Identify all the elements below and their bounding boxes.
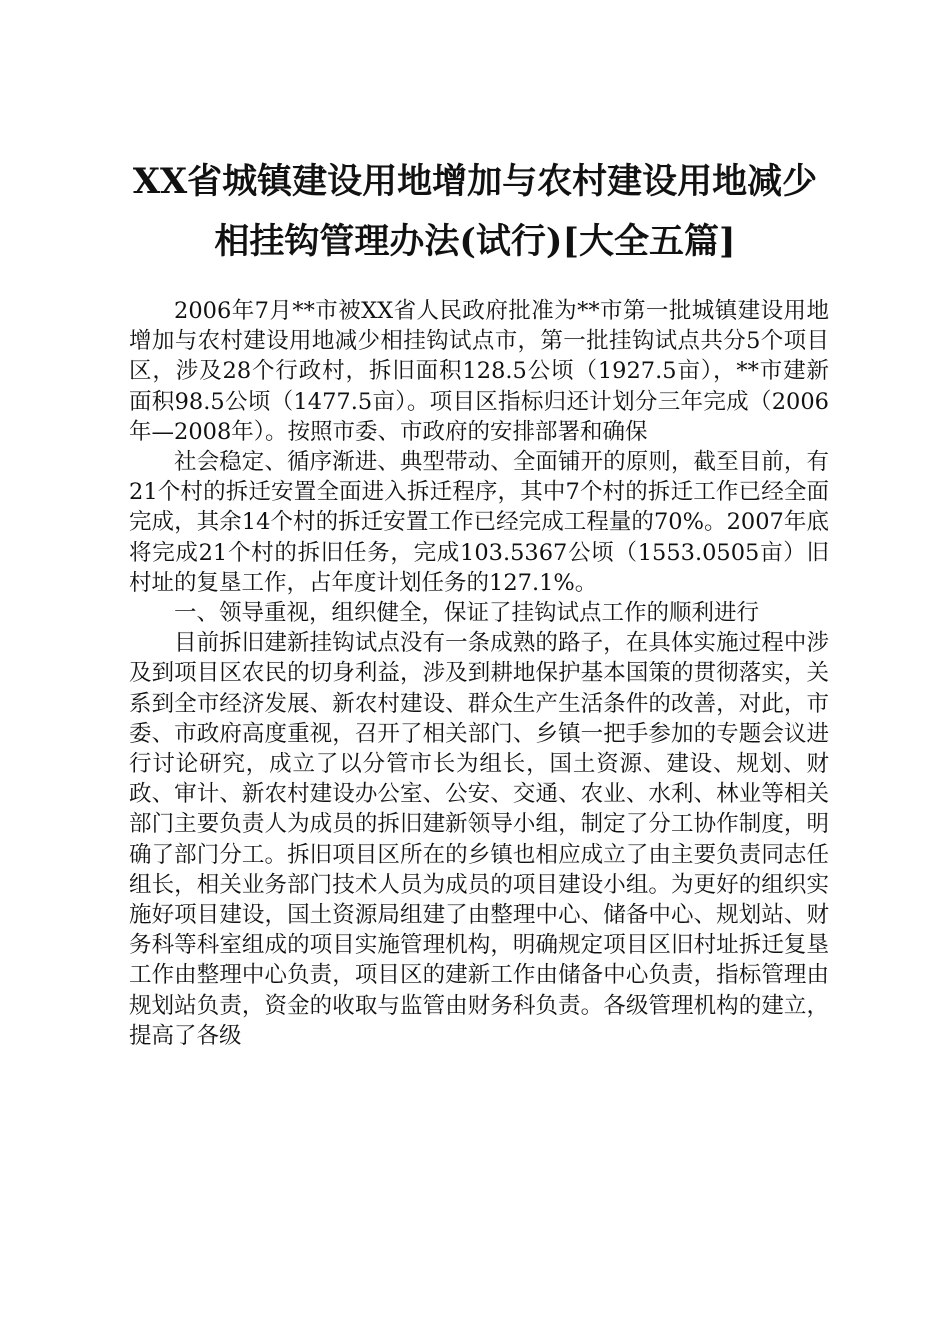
document-title-line-1: XX省城镇建设用地增加与农村建设用地减少	[132, 161, 818, 202]
paragraph-1: 2006年7月**市被XX省人民政府批准为**市第一批城镇建设用地增加与农村建设用地减少相挂钩试点市，第一批挂钩试点共分5个项目区，涉及28个行政村，拆旧面积128.5公顷（1927.5亩），**市建新面积98.5公顷（1477.5亩）。项目区指标归还计划分三年完成（2006年—2008年）。按照市委、市政府的安排部署和确保	[129, 298, 829, 445]
paragraph-3: 目前拆旧建新挂钩试点没有一条成熟的路子，在具体实施过程中涉及到项目区农民的切身利益，涉及到耕地保护基本国策的贯彻落实，关系到全市经济发展、新农村建设、群众生产生活条件的改善，对此，市委、市政府高度重视，召开了相关部门、乡镇一把手参加的专题会议进行讨论研究，成立了以分管市长为组长，国土资源、建设、规划、财政、审计、新农村建设办公室、公安、交通、农业、水利、林业等相关部门主要负责人为成员的拆旧建新领导小组，制定了分工协作制度，明确了部门分工。拆旧项目区所在的乡镇也相应成立了由主要负责同志任组长，相关业务部门技术人员为成员的项目建设小组。为更好的组织实施好项目建设，国土资源局组建了由整理中心、储备中心、规划站、财务科等科室组成的项目实施管理机构，明确规定项目区旧村址拆迁复垦工作由整理中心负责，项目区的建新工作由储备中心负责，指标管理由规划站负责，资金的收取与监管由财务科负责。各级管理机构的建立，提高了各级	[129, 630, 829, 1049]
section-heading-1: 一、领导重视，组织健全，保证了挂钩试点工作的顺利进行	[174, 600, 760, 627]
paragraph-2: 社会稳定、循序渐进、典型带动、全面铺开的原则，截至目前，有21个村的拆迁安置全面进入拆迁程序，其中7个村的拆迁工作已经全面完成，其余14个村的拆迁安置工作已经完成工程量的70%。2007年底将完成21个村的拆旧任务，完成103.5367公顷（1553.0505亩）旧村址的复垦工作，占年度计划任务的127.1%。	[129, 449, 829, 596]
document-title-line-2: 相挂钩管理办法(试行)[大全五篇]	[214, 221, 736, 262]
document-body	[129, 296, 829, 1051]
